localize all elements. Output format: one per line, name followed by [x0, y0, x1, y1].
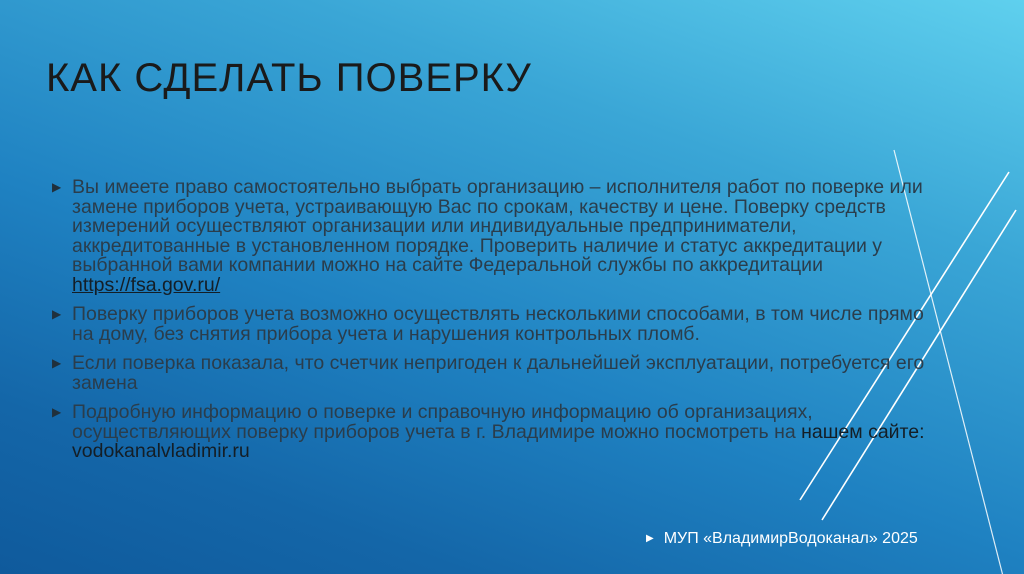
fsa-link[interactable]: https://fsa.gov.ru/ [72, 273, 221, 296]
list-item [52, 178, 932, 295]
bullet-text: Если поверка показала, что счетчик непригоден к дальнейшей эксплуатации, потребуется его замена [72, 352, 925, 394]
footer-text: МУП «ВладимирВодоканал» 2025 [663, 530, 918, 547]
bullet-arrow-icon: ▶ [52, 307, 62, 321]
site-name: vodokanalvladimir.ru [72, 440, 250, 462]
bullet-text: Подробную информацию о поверке и справочную информацию об организациях, осуществляющих поверку приборов учета в г. Владимире можно посмотреть на нашем сайте: vodokanalvladimir.ru [72, 401, 925, 462]
footer [646, 530, 918, 548]
list-item [52, 403, 932, 462]
list-item [52, 305, 932, 344]
list-item [52, 354, 932, 393]
footer-arrow-icon: ▶ [646, 533, 654, 544]
bullet-arrow-icon: ▶ [52, 180, 62, 194]
bullet-text: Вы имеете право самостоятельно выбрать организацию – исполнителя работ по поверке или замене приборов учета, устраивающую Вас по срокам, качеству и цене. Поверку средств измерений осуществляют организации или индивидуальные предприниматели, аккредитованные в установленном порядке. Проверить наличие и статус аккредитации у выбранной вами компании можно на сайте Федеральной службы по аккредитации https://fsa.gov.ru/ [72, 176, 923, 296]
page-title: КАК СДЕЛАТЬ ПОВЕРКУ [46, 56, 532, 100]
bullet-text: Поверку приборов учета возможно осуществлять несколькими способами, в том числе прямо на дому, без снятия прибора учета и нарушения контрольных пломб. [72, 303, 924, 345]
bullet-arrow-icon: ▶ [52, 356, 62, 370]
bullet-list [52, 178, 932, 472]
bullet-arrow-icon: ▶ [52, 405, 62, 419]
